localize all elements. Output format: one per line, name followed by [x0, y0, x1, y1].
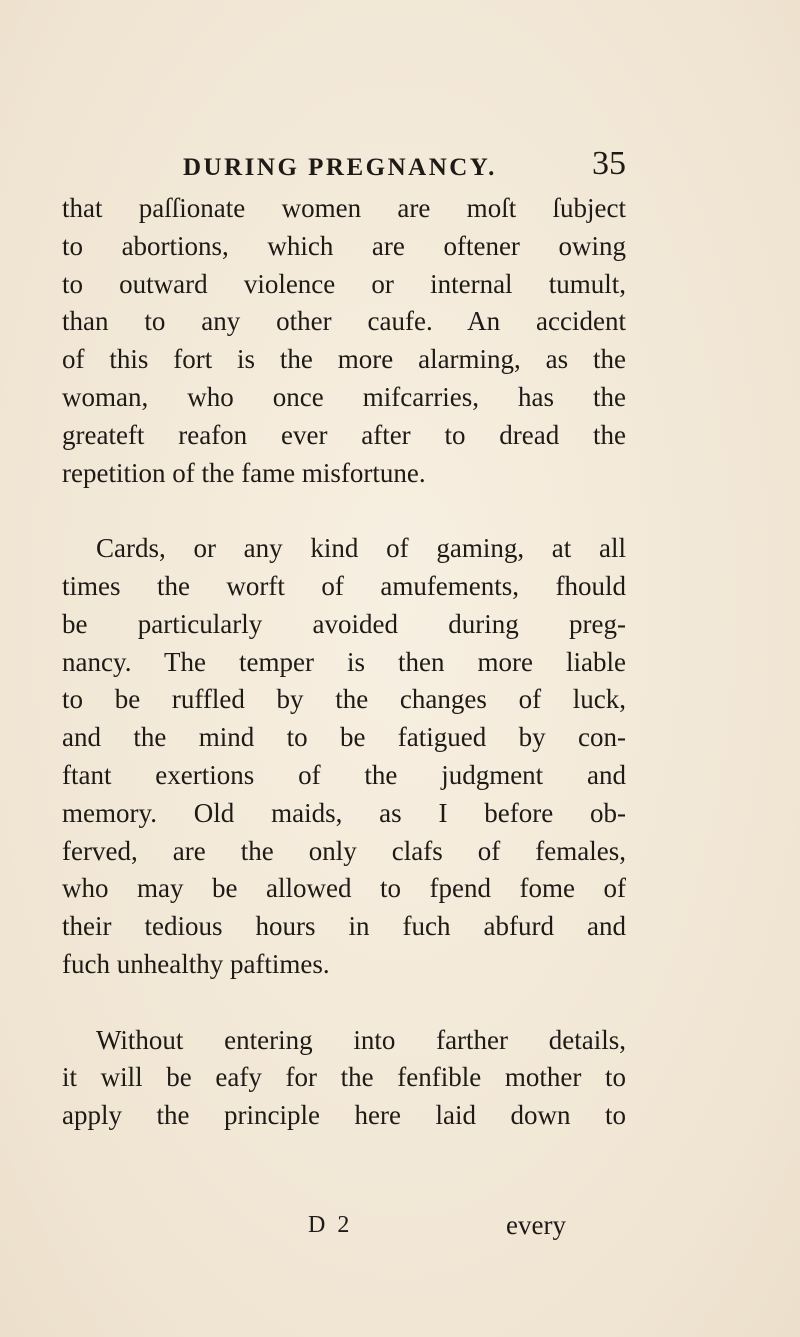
signature-mark: D 2	[308, 1212, 353, 1238]
text-line: ferved, are the only clafs of females,	[62, 835, 626, 866]
text-line: and the mind to be fatigued by con-	[62, 722, 626, 753]
text-line: their tedious hours in fuch abfurd and	[62, 911, 626, 942]
text-line: that paſſionate women are moſt ſubject	[62, 193, 626, 223]
text-line: greateft reafon ever after to dread the	[62, 419, 626, 450]
text-line: Without entering into farther details,	[96, 1024, 626, 1055]
text-line: be particularly avoided during preg-	[62, 608, 626, 639]
text-line: to outward violence or internal tumult,	[62, 268, 626, 299]
paragraph-3	[62, 1022, 626, 1135]
text-line: repetition of the fame misfortune.	[62, 457, 426, 488]
text-line: fuch unhealthy paftimes.	[62, 948, 330, 979]
page-number: 35	[592, 145, 626, 182]
text-line: nancy. The temper is then more liable	[62, 646, 626, 677]
paragraph-gap	[62, 492, 626, 530]
body-text	[62, 190, 626, 1135]
text-line: than to any other caufe. An accident	[62, 306, 626, 337]
text-line: ftant exertions of the judgment and	[62, 759, 626, 790]
running-head	[0, 145, 800, 188]
text-line: who may be allowed to fpend fome of	[62, 873, 626, 904]
text-line: times the worft of amufements, fhould	[62, 570, 626, 601]
page-footer	[0, 1205, 800, 1245]
catchword: every	[506, 1210, 566, 1240]
text-line: apply the principle here laid down to	[62, 1100, 626, 1131]
paragraph-gap	[62, 984, 626, 1022]
running-title: DURING PREGNANCY.	[183, 154, 497, 181]
paragraph-1	[62, 190, 626, 492]
text-line: it will be eafy for the fenfible mother to	[62, 1062, 626, 1093]
text-line: woman, who once mifcarries, has the	[62, 381, 626, 412]
text-line: memory. Old maids, as I before ob-	[62, 797, 626, 828]
text-line: to abortions, which are oftener owing	[62, 230, 626, 261]
text-line: of this fort is the more alarming, as the	[62, 344, 626, 375]
text-line: to be ruffled by the changes of luck,	[62, 684, 626, 715]
paragraph-2	[62, 530, 626, 984]
text-line: Cards, or any kind of gaming, at all	[96, 533, 626, 564]
